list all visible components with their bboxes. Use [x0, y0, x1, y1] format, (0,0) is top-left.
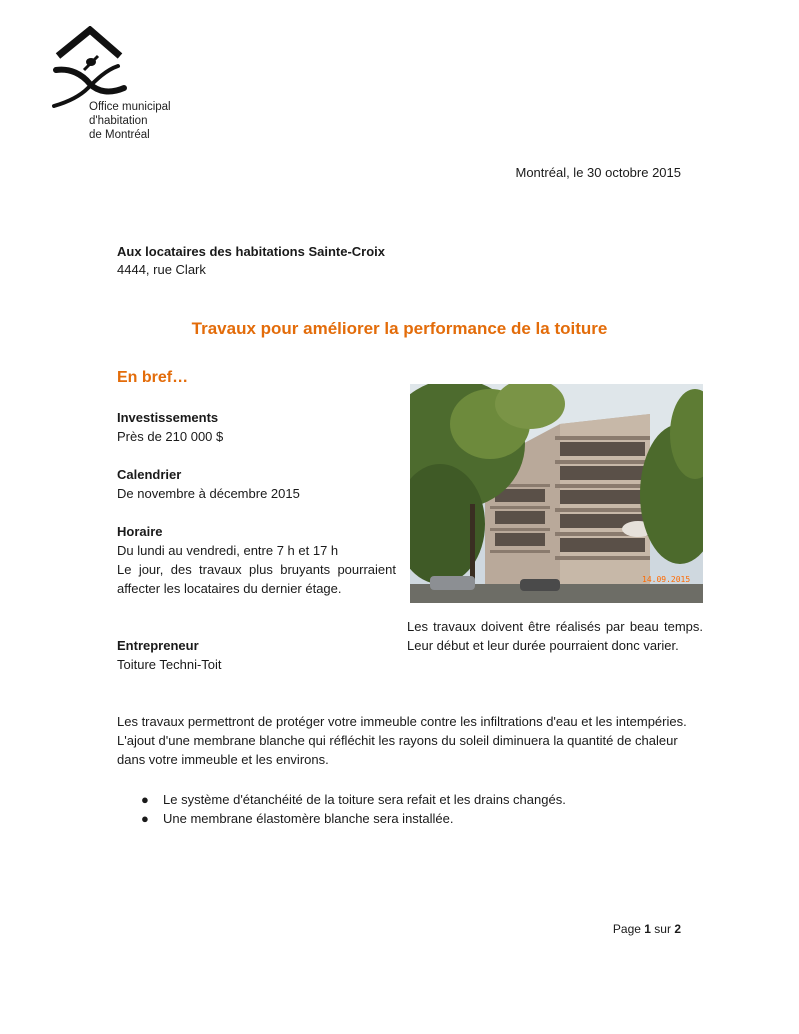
list-item-text: Une membrane élastomère blanche sera installée.: [163, 811, 454, 826]
bullet-icon: ●: [141, 811, 149, 826]
page-number: [613, 922, 681, 936]
body-paragraph: Les travaux permettront de protéger votre immeuble contre les infiltrations d'eau et les intempéries. L'ajout d'une membrane blanche qui réfléchit les rayons du soleil diminuera la quantité de chaleur dans votre immeuble et les environs.: [117, 714, 687, 767]
recipient-block: [117, 243, 385, 279]
section-heading: Horaire: [117, 524, 163, 539]
bullet-list: [117, 790, 687, 828]
list-item: [117, 790, 687, 809]
org-line-3: de Montréal: [89, 129, 150, 141]
org-line-1: Office municipal: [89, 101, 171, 113]
letter-date: Montréal, le 30 octobre 2015: [515, 165, 681, 180]
section-investissements: [117, 408, 396, 446]
section-heading: Investissements: [117, 410, 219, 425]
section-text: Toiture Techni-Toit: [117, 657, 222, 672]
section-heading-en-bref: En bref…: [117, 369, 189, 386]
recipient-address: 4444, rue Clark: [117, 262, 206, 277]
omh-logo: [48, 26, 128, 110]
org-line-2: d'habitation: [89, 115, 148, 127]
section-text: Du lundi au vendredi, entre 7 h et 17 h: [117, 543, 339, 558]
bullet-icon: ●: [141, 792, 149, 807]
list-item-text: Le système d'étanchéité de la toiture sera refait et les drains changés.: [163, 792, 566, 807]
recipient-name: Aux locataires des habitations Sainte-Croix: [117, 244, 386, 259]
section-text: Près de 210 000 $: [117, 429, 224, 444]
page-label: Page: [612, 922, 641, 936]
letter-title: Travaux pour améliorer la performance de la toiture: [191, 319, 608, 338]
page-separator: sur: [654, 922, 671, 936]
section-horaire: [117, 522, 396, 598]
section-heading: Entrepreneur: [117, 638, 199, 653]
page-total: 2: [674, 922, 681, 936]
photo-date-stamp: 14.09.2015: [642, 575, 691, 584]
section-calendrier: [117, 465, 396, 503]
section-entrepreneur: [117, 636, 396, 674]
page-current: 1: [644, 922, 651, 936]
section-text: De novembre à décembre 2015: [117, 486, 300, 501]
organization-name: [89, 100, 171, 142]
section-text: Le jour, des travaux plus bruyants pourraient affecter les locataires du dernier étage.: [117, 562, 396, 596]
section-heading: Calendrier: [117, 467, 182, 482]
building-photo: [410, 384, 703, 603]
photo-caption: Les travaux doivent être réalisés par beau temps. Leur début et leur durée pourraient donc varier.: [407, 619, 703, 653]
list-item: [117, 809, 687, 828]
